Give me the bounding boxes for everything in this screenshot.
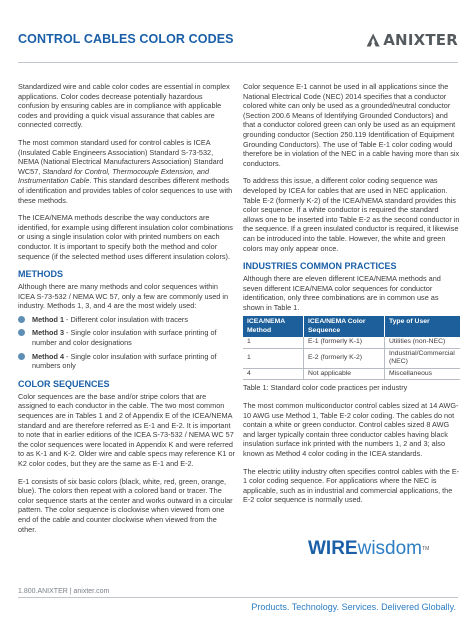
- method-text: - Single color insulation with surface printing of number and color designations: [32, 328, 217, 348]
- table-cell: Not applicable: [304, 368, 385, 380]
- table-header-user: Type of User: [385, 316, 461, 337]
- table-row: [243, 337, 460, 348]
- footer-divider: [18, 597, 458, 598]
- table-caption: Table 1: Standard color code practices per industry: [243, 383, 408, 393]
- table-cell: Utilities (non-NEC): [385, 337, 461, 348]
- table-header-sequence: ICEA/NEMA Color Sequence: [304, 316, 385, 337]
- table-cell: E-1 (formerly K-1): [304, 337, 385, 348]
- intro-2-text-a: The most common standard used for control cables is ICEA (Insulated Cable Engineers Association) Standard S-73-532, NEMA (National Electrical Manufacturers Association) Standard WC57,: [18, 137, 224, 176]
- table-cell: 4: [243, 368, 304, 380]
- bullet-icon: [18, 329, 25, 336]
- method-item: [18, 315, 235, 325]
- intro-paragraph-1: Standardized wire and cable color codes are essential in complex applications. Color codes decrease potentially hazardous confusion by ensuring cables are in compliance with applicable codes and providing a quick visual assurance that cables are connected correctly.: [18, 82, 230, 130]
- footer-contact[interactable]: 1.800.ANIXTER | anixter.com: [18, 588, 110, 595]
- anixter-logo-mark-icon: [366, 29, 380, 51]
- standard-title: Standard for Control, Thermocouple Extension, and Instrumentation Cable: [18, 166, 210, 186]
- left-column: [18, 82, 235, 542]
- logo-text: ANIXTER: [383, 31, 458, 49]
- methods-list: [18, 315, 235, 371]
- table-row: [243, 368, 460, 380]
- nec-paragraph-1: Color sequence E-1 cannot be used in all applications since the National Electrical Code (NEC) 2014 specifies that a conductor colored white can only be used as a grounded/neutral conductor (Section 200.6 Means of Identifying Grounded Conductors) and that a conductor colored green can only be used as an equipment grounding conductor (Section 250.119 Identification of Equipment Grounding Conductors). The use of Table E-1 color coding would therefore be in violation of the NEC in a cable having more than six conductors.: [243, 82, 460, 168]
- intro-2-text-b: . This standard describes different methods of identification and provides tables of color sequences to use with these methods.: [18, 176, 233, 205]
- header-divider: [18, 62, 458, 63]
- nec-paragraph-2: To address this issue, a different color coding sequence was developed by ICEA for cables that are used in NEC application. Table E-2 (formerly K-2) of the ICEA/NEMA standard provides this color sequence. If a white conductor is required the standard allows one to be inserted into Table E-2 as the second conductor in the sequence. If a green insulated conductor is required, it likewise can be introduced into the table. However, the white and green colors may only appear once.: [243, 176, 460, 253]
- table-cell: 1: [243, 348, 304, 368]
- practice-paragraph-1: The most common multiconductor control cables sized at 14 AWG-10 AWG use Method 1, Table E-2 color coding. The cables do not contain a white or green conductor. Control cables sized 8 AWG and larger typically contain three conductor cables having black insulation surface ink printed with the numbers 1, 2 and 3; also known as Method 4 color coding in the ICEA standards.: [243, 401, 459, 459]
- page-title: CONTROL CABLES COLOR CODES: [18, 32, 234, 46]
- brand-tm: TM: [422, 546, 430, 552]
- table-cell: E-2 (formerly K-2): [304, 348, 385, 368]
- methods-paragraph: Although there are many methods and color sequences within ICEA S-73-532 / NEMA WC 57, only a few are commonly used in industry. Methods 1, 3, and 4 are the most widely used:: [18, 282, 229, 311]
- footer-tagline: Products. Technology. Services. Delivered Globally.: [251, 602, 456, 612]
- method-label: Method 4: [32, 351, 65, 361]
- table-header-row: [243, 316, 460, 337]
- method-label: Method 1: [32, 314, 65, 324]
- wirewisdom-logo: [308, 538, 429, 560]
- brand-wisdom: wisdom: [357, 538, 423, 559]
- methods-heading: METHODS: [18, 269, 63, 280]
- method-text: - Single color insulation with surface printing of numbers only: [32, 351, 217, 371]
- table-cell: Miscellaneous: [385, 368, 461, 380]
- anixter-logo: [366, 26, 458, 54]
- table-header-method: ICEA/NEMA Method: [243, 316, 304, 337]
- intro-paragraph-3: The ICEA/NEMA methods describe the way conductors are identified, for example using different insulation color combinations or using a single insulation color with printed numbers on each conductor. It is important to specify both the method and color sequence (if the selected method uses different insulation colors).: [18, 213, 233, 261]
- color-sequences-paragraph-1: Color sequences are the base and/or stripe colors that are assigned to each conductor in the cable. The two most common sequences are in Tables 1 and 2 of Appendix E of the ICEA/NEMA standard and are therefore referred as E-1 and E-2. It is important to note that in earlier editions of the ICEA S-73-532 / NEMA WC 57 the color sequences were located in Appendix K and were referred to as K-1 and K-2. Older wire and cable specs may reference K1 or K2 color codes, but they are the same as E-1 and E-2.: [18, 391, 235, 468]
- practice-paragraph-2: The electric utility industry often specifies control cables with the E-1 color coding sequence. For applications where the NEC is applicable, such as in industrial and commercial applications, the E-2 color sequence is normally used.: [243, 466, 460, 505]
- color-sequences-paragraph-2: E-1 consists of six basic colors (black, white, red, green, orange, blue). The colors then repeat with a colored band or tracer. The color sequence starts at the center and works outward in a circular pattern. The color sequence is clockwise when viewed from one end of the cable and counter clockwise when viewed from the other.: [18, 476, 233, 534]
- bullet-icon: [18, 353, 25, 360]
- method-text: - Different color insulation with tracers: [64, 314, 188, 324]
- method-item: [18, 328, 235, 347]
- table-cell: Industrial/Commercial (NEC): [385, 348, 461, 368]
- method-label: Method 3: [32, 328, 65, 338]
- right-column: [243, 82, 460, 513]
- color-code-table: [243, 316, 460, 380]
- color-sequences-heading: COLOR SEQUENCES: [18, 378, 110, 389]
- intro-paragraph-2: [18, 138, 235, 205]
- brand-wire: WIRE: [308, 538, 358, 559]
- industries-paragraph: Although there are eleven different ICEA/NEMA methods and seven different ICEA/NEMA color sequences for conductor identification, only three combinations are in common use as shown in Table 1.: [243, 274, 441, 312]
- table-row: [243, 348, 460, 368]
- table-cell: 1: [243, 337, 304, 348]
- industries-heading: INDUSTRIES COMMON PRACTICES: [243, 261, 397, 272]
- bullet-icon: [18, 316, 25, 323]
- method-item: [18, 352, 235, 371]
